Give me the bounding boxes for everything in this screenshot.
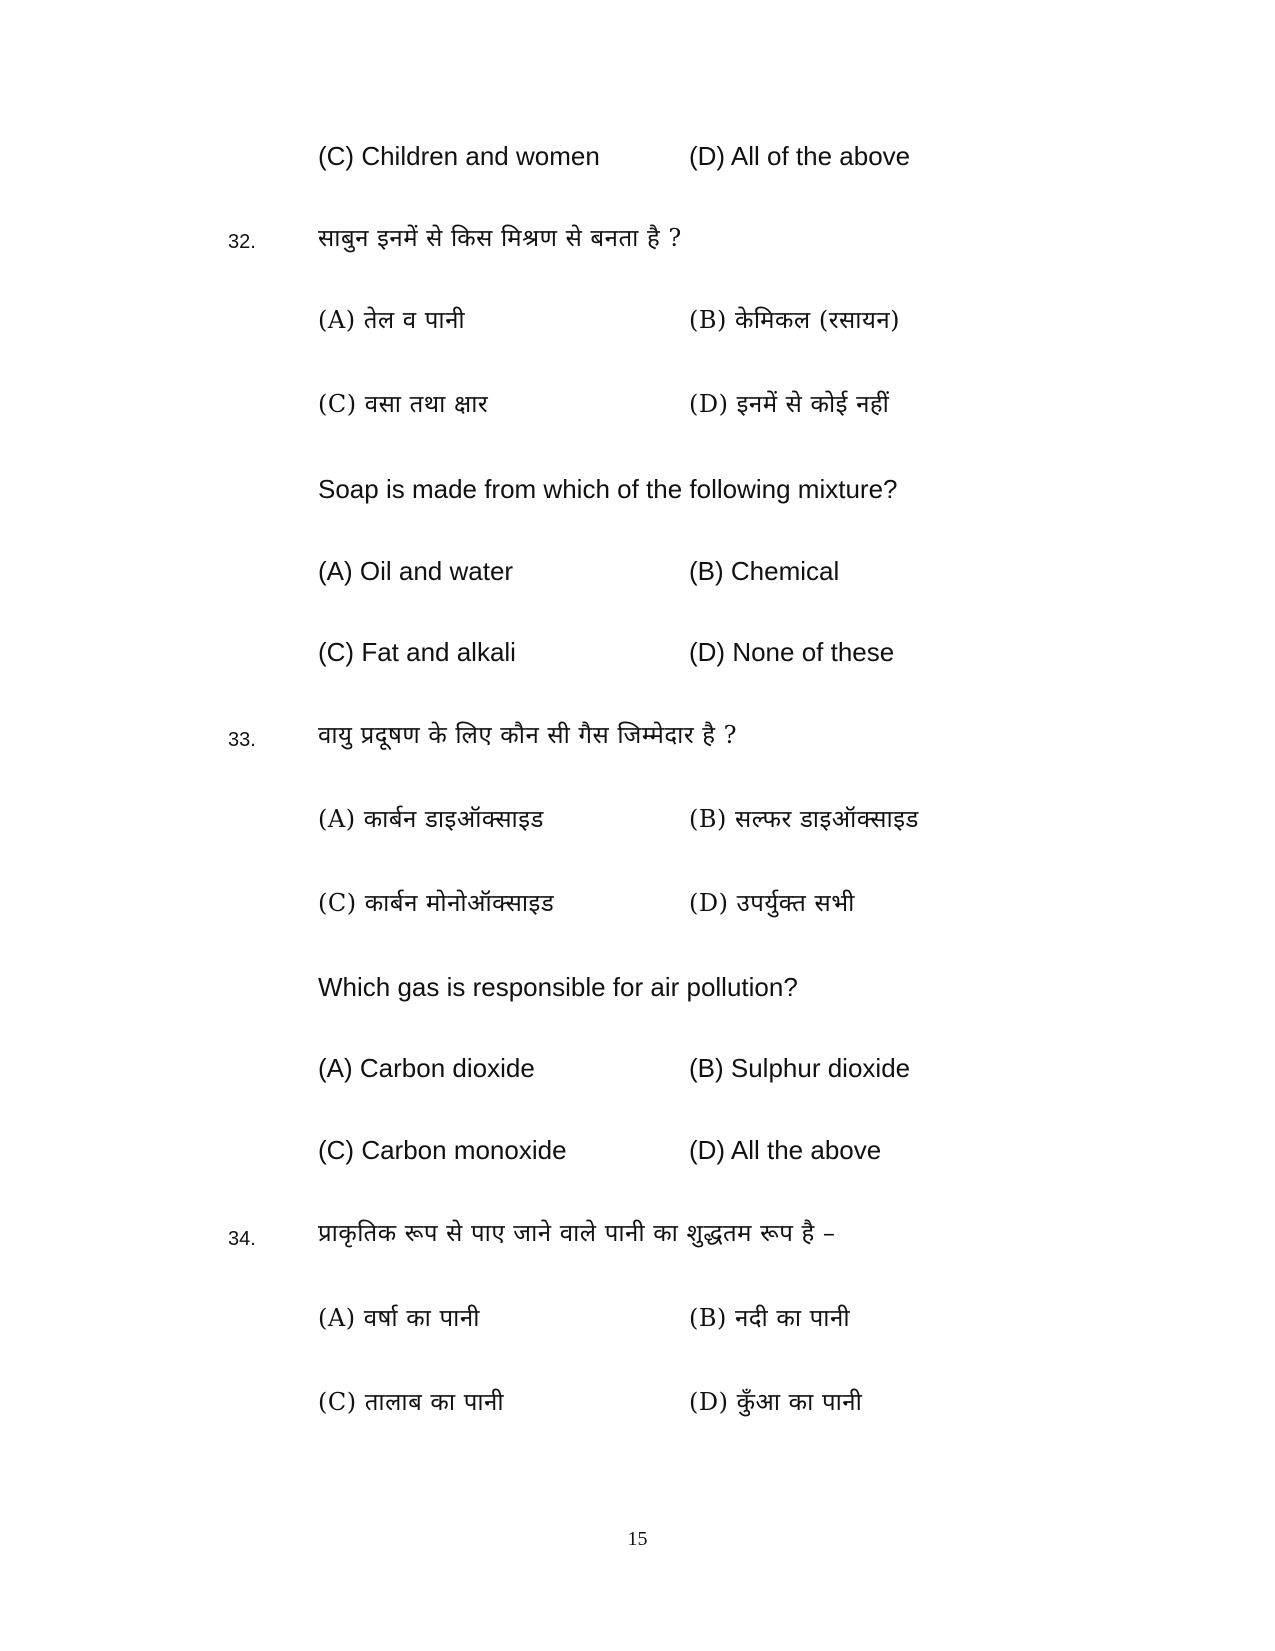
- q31-option-c: (C) Children and women: [318, 141, 600, 171]
- option-a-english: (A) Carbon dioxide: [318, 1053, 535, 1083]
- option-b-hindi: (B) सल्फर डाइऑक्साइड: [689, 805, 919, 833]
- question-text-hindi: वायु प्रदूषण के लिए कौन सी गैस जिम्मेदार है ?: [318, 721, 738, 749]
- option-d-english: (D) None of these: [689, 637, 895, 667]
- option-c-english: (C) Carbon monoxide: [318, 1135, 567, 1165]
- option-a-hindi: (A) कार्बन डाइऑक्साइड: [318, 805, 544, 833]
- option-c-hindi: (C) तालाब का पानी: [318, 1388, 505, 1416]
- option-b-hindi: (B) नदी का पानी: [689, 1304, 851, 1332]
- option-a-hindi: (A) तेल व पानी: [318, 306, 466, 334]
- option-b-english: (B) Chemical: [689, 556, 840, 586]
- option-d-hindi: (D) इनमें से कोई नहीं: [689, 390, 890, 418]
- option-d-hindi: (D) कुँआ का पानी: [689, 1388, 863, 1416]
- page-number: 15: [627, 1528, 648, 1550]
- question-text-english: Which gas is responsible for air pollution?: [318, 972, 798, 1002]
- option-b-english: (B) Sulphur dioxide: [689, 1053, 911, 1083]
- question-number: 32.: [228, 231, 256, 253]
- question-text-hindi: साबुन इनमें से किस मिश्रण से बनता है ?: [318, 224, 682, 252]
- option-a-english: (A) Oil and water: [318, 556, 514, 586]
- option-c-hindi: (C) वसा तथा क्षार: [318, 390, 489, 418]
- option-c-hindi: (C) कार्बन मोनोऑक्साइड: [318, 889, 555, 917]
- option-d-english: (D) All the above: [689, 1135, 882, 1165]
- option-a-hindi: (A) वर्षा का पानी: [318, 1304, 480, 1332]
- option-b-hindi: (B) केमिकल (रसायन): [689, 306, 901, 334]
- question-text-english: Soap is made from which of the following mixture?: [318, 474, 898, 504]
- question-number: 34.: [228, 1228, 256, 1250]
- question-number: 33.: [228, 729, 256, 751]
- question-text-hindi: प्राकृतिक रूप से पाए जाने वाले पानी का शुद्धतम रूप है –: [318, 1219, 836, 1247]
- q31-option-d: (D) All of the above: [689, 141, 911, 171]
- option-c-english: (C) Fat and alkali: [318, 637, 516, 667]
- option-d-hindi: (D) उपर्युक्त सभी: [689, 889, 855, 917]
